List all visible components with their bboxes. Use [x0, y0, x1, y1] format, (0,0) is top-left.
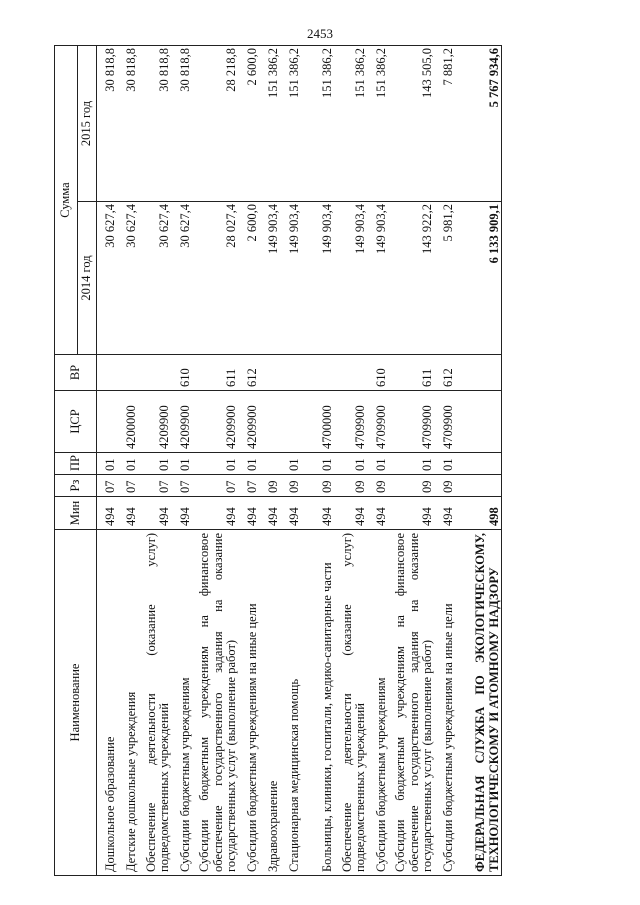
row-2014: 6 133 909,1 [456, 202, 502, 355]
row-2014: 28 027,4 [193, 202, 239, 355]
table-row [139, 46, 172, 876]
row-2015: 151 386,2 [260, 46, 281, 202]
row-rz: 09 [302, 475, 335, 497]
budget-table [54, 45, 502, 876]
table-row [281, 46, 302, 876]
row-rz: 07 [193, 475, 239, 497]
header-sum: Сумма [55, 46, 78, 355]
row-2014: 30 627,4 [118, 202, 139, 355]
row-2014: 149 903,4 [335, 202, 368, 355]
table-row [97, 46, 118, 876]
row-rz: 09 [368, 475, 389, 497]
row-csr [281, 391, 302, 453]
row-2014: 30 627,4 [172, 202, 193, 355]
row-2015: 30 818,8 [97, 46, 118, 202]
row-csr [260, 391, 281, 453]
row-min: 494 [260, 497, 281, 530]
row-name: Субсидии бюджетным учреждениям на финансовое обеспечение государственного задания на оказание государственных услуг (выполнение работ) [193, 530, 239, 876]
row-name: Субсидии бюджетным учреждениям на финансовое обеспечение государственного задания на оказание государственных услуг (выполнение работ) [389, 530, 435, 876]
row-2015: 151 386,2 [335, 46, 368, 202]
row-vr [97, 355, 118, 391]
row-vr [260, 355, 281, 391]
row-vr [118, 355, 139, 391]
row-2014: 149 903,4 [281, 202, 302, 355]
row-2014: 149 903,4 [302, 202, 335, 355]
row-name: Здравоохранение [260, 530, 281, 876]
header-2015: 2015 год [78, 46, 97, 202]
row-2015: 2 600,0 [239, 46, 260, 202]
row-2014: 5 981,2 [435, 202, 456, 355]
row-name: ФЕДЕРАЛЬНАЯ СЛУЖБА ПО ЭКОЛОГИЧЕСКОМУ, ТЕХНОЛОГИЧЕСКОМУ И АТОМНОМУ НАДЗОРУ [456, 530, 502, 876]
header-rz: Рз [55, 475, 97, 497]
row-csr: 4709900 [368, 391, 389, 453]
row-2015: 7 881,2 [435, 46, 456, 202]
row-min: 494 [335, 497, 368, 530]
header-2014: 2014 год [78, 202, 97, 355]
row-name: Стационарная медицинская помощь [281, 530, 302, 876]
row-min: 494 [193, 497, 239, 530]
table-row-total [456, 46, 502, 876]
row-name: Субсидии бюджетным учреждениям на иные цели [435, 530, 456, 876]
table-row [118, 46, 139, 876]
row-csr: 4709900 [435, 391, 456, 453]
row-csr: 4709900 [389, 391, 435, 453]
row-pr: 01 [139, 453, 172, 475]
row-2014: 2 600,0 [239, 202, 260, 355]
row-rz: 09 [260, 475, 281, 497]
row-pr: 01 [193, 453, 239, 475]
row-name: Больницы, клиники, госпитали, медико-санитарные части [302, 530, 335, 876]
row-vr: 611 [389, 355, 435, 391]
row-2014: 149 903,4 [368, 202, 389, 355]
header-min: Мин [55, 497, 97, 530]
row-min: 494 [172, 497, 193, 530]
row-2015: 30 818,8 [118, 46, 139, 202]
row-min: 494 [368, 497, 389, 530]
row-2015: 151 386,2 [368, 46, 389, 202]
row-min: 494 [389, 497, 435, 530]
row-pr [456, 453, 502, 475]
row-csr: 4700000 [302, 391, 335, 453]
row-2015: 151 386,2 [281, 46, 302, 202]
row-rz: 07 [97, 475, 118, 497]
row-2015: 151 386,2 [302, 46, 335, 202]
row-pr: 01 [239, 453, 260, 475]
table-row [172, 46, 193, 876]
page-number: 2453 [307, 26, 333, 41]
row-rz: 07 [239, 475, 260, 497]
row-name: Субсидии бюджетным учреждениям на иные цели [239, 530, 260, 876]
row-pr: 01 [368, 453, 389, 475]
row-min: 494 [139, 497, 172, 530]
row-rz: 09 [281, 475, 302, 497]
row-rz: 07 [118, 475, 139, 497]
row-min: 498 [456, 497, 502, 530]
row-min: 494 [302, 497, 335, 530]
row-rz: 09 [389, 475, 435, 497]
row-name: Обеспечение деятельности (оказание услуг) подведомственных учреждений [139, 530, 172, 876]
row-csr: 4209900 [139, 391, 172, 453]
table-row [389, 46, 435, 876]
row-2015: 30 818,8 [139, 46, 172, 202]
row-rz [456, 475, 502, 497]
header-pr: ПР [55, 453, 97, 475]
row-pr [260, 453, 281, 475]
row-2014: 143 922,2 [389, 202, 435, 355]
table-row [302, 46, 335, 876]
header-csr: ЦСР [55, 391, 97, 453]
row-vr [139, 355, 172, 391]
row-vr: 612 [435, 355, 456, 391]
row-pr: 01 [172, 453, 193, 475]
row-vr: 610 [368, 355, 389, 391]
row-min: 494 [118, 497, 139, 530]
row-csr: 4209900 [172, 391, 193, 453]
row-csr [97, 391, 118, 453]
row-pr: 01 [335, 453, 368, 475]
table-row [435, 46, 456, 876]
row-min: 494 [97, 497, 118, 530]
table-row [368, 46, 389, 876]
row-pr: 01 [302, 453, 335, 475]
row-vr [456, 355, 502, 391]
row-2015: 30 818,8 [172, 46, 193, 202]
header-name: Наименование [55, 530, 97, 876]
row-vr: 611 [193, 355, 239, 391]
header-vr: ВР [55, 355, 97, 391]
row-vr [335, 355, 368, 391]
row-csr: 4200000 [118, 391, 139, 453]
row-csr: 4209900 [239, 391, 260, 453]
row-csr: 4209900 [193, 391, 239, 453]
row-vr [281, 355, 302, 391]
row-min: 494 [281, 497, 302, 530]
row-2015: 143 505,0 [389, 46, 435, 202]
row-2014: 30 627,4 [139, 202, 172, 355]
row-rz: 09 [335, 475, 368, 497]
row-rz: 07 [139, 475, 172, 497]
row-name: Детские дошкольные учреждения [118, 530, 139, 876]
row-name: Субсидии бюджетным учреждениям [368, 530, 389, 876]
row-vr: 612 [239, 355, 260, 391]
row-name: Обеспечение деятельности (оказание услуг) подведомственных учреждений [335, 530, 368, 876]
row-rz: 09 [435, 475, 456, 497]
row-min: 494 [239, 497, 260, 530]
row-2015: 28 218,8 [193, 46, 239, 202]
row-vr: 610 [172, 355, 193, 391]
table-row [193, 46, 239, 876]
row-csr: 4709900 [335, 391, 368, 453]
row-2014: 30 627,4 [97, 202, 118, 355]
row-2015: 5 767 934,6 [456, 46, 502, 202]
row-csr [456, 391, 502, 453]
row-name: Дошкольное образование [97, 530, 118, 876]
row-pr: 01 [97, 453, 118, 475]
table-row [335, 46, 368, 876]
row-pr: 01 [281, 453, 302, 475]
rotated-table-container [54, 46, 596, 876]
row-2014: 149 903,4 [260, 202, 281, 355]
row-pr: 01 [389, 453, 435, 475]
row-name: Субсидии бюджетным учреждениям [172, 530, 193, 876]
row-pr: 01 [118, 453, 139, 475]
row-rz: 07 [172, 475, 193, 497]
table-row [239, 46, 260, 876]
row-pr: 01 [435, 453, 456, 475]
table-row [260, 46, 281, 876]
row-min: 494 [435, 497, 456, 530]
row-vr [302, 355, 335, 391]
